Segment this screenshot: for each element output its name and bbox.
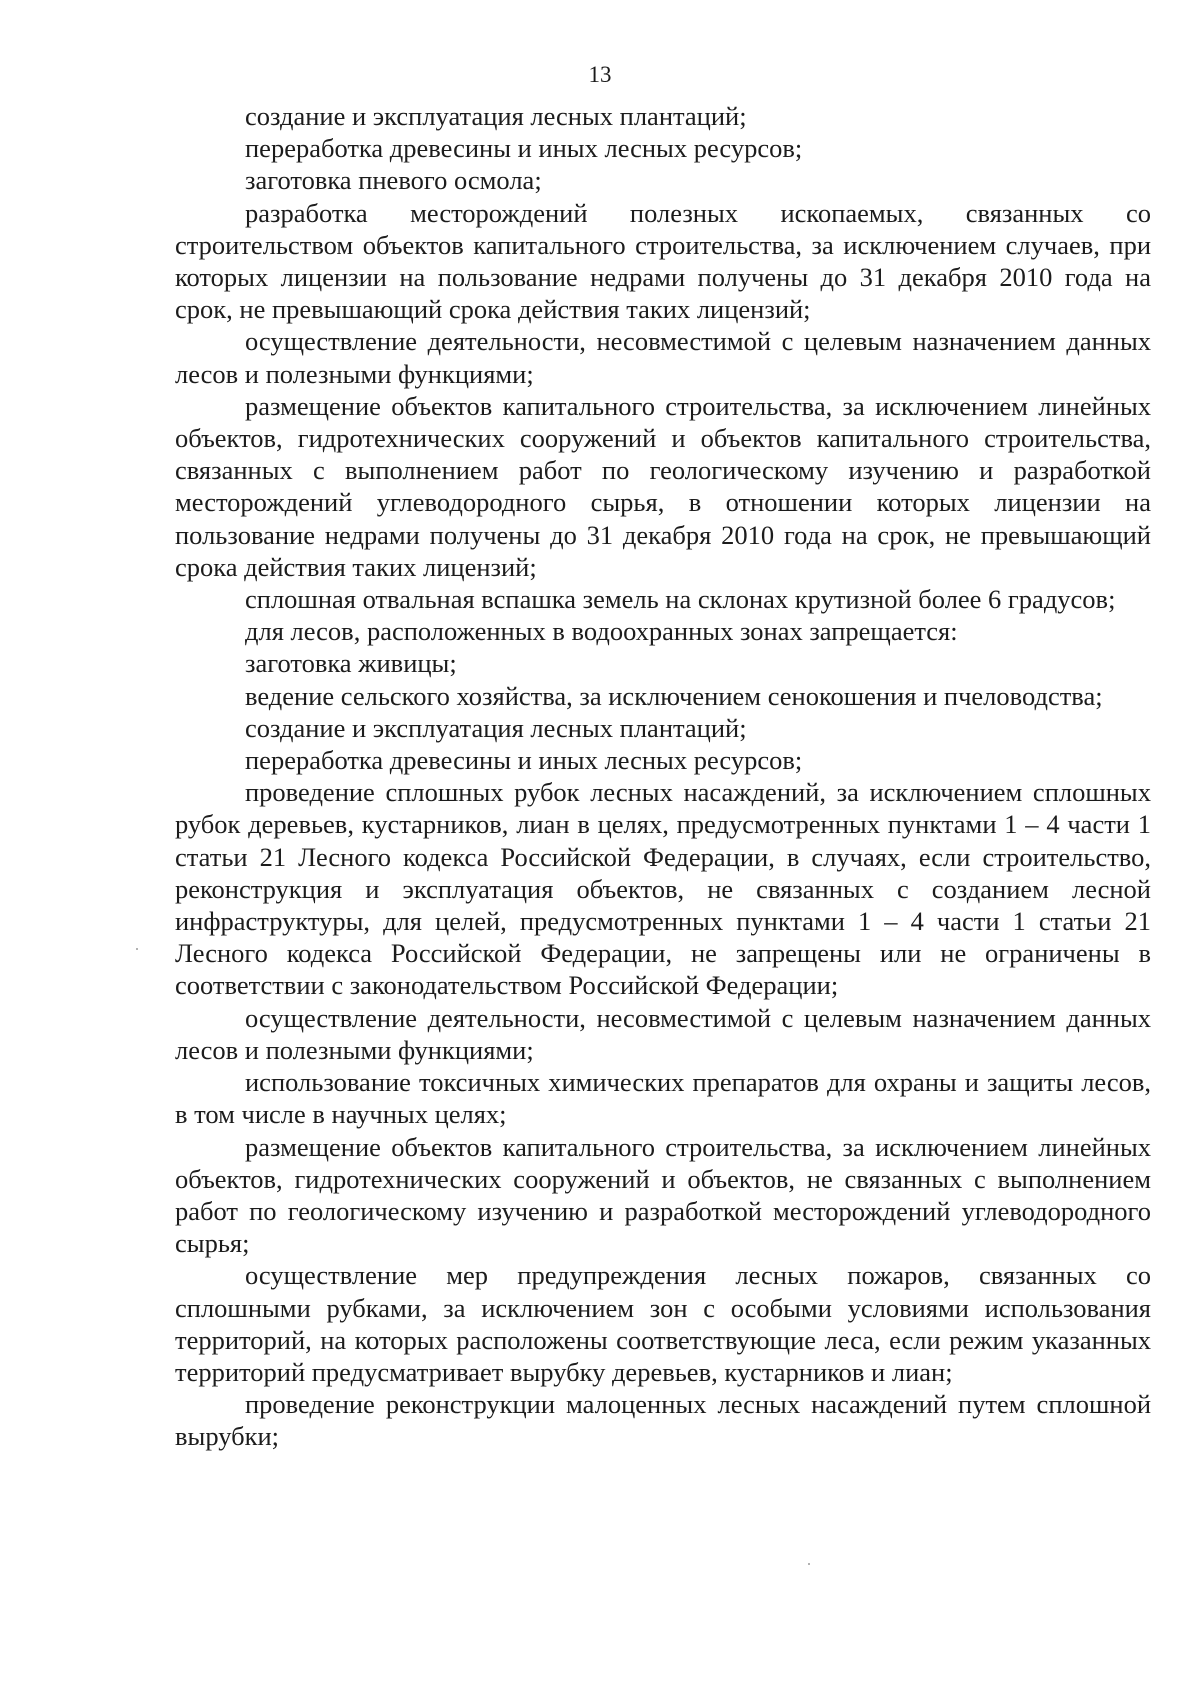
paragraph: размещение объектов капитального строительства, за исключением линейных объектов, гидротехнических сооружений и объектов капитального строительства, связанных с выполнением работ по геологическому изучению и разработкой месторождений углеводородного сырья, в отношении которых лицензии на пользование недрами получены до 31 декабря 2010 года на срок, не превышающий срока действия таких лицензий; — [175, 390, 1151, 582]
paragraph: создание и эксплуатация лесных плантаций; — [245, 101, 747, 131]
paragraph: использование токсичных химических препаратов для охраны и защиты лесов, в том числе в научных целях; — [175, 1067, 1151, 1130]
paragraph: заготовка живицы; — [245, 648, 457, 679]
paragraph: переработка древесины и иных лесных ресурсов; — [245, 745, 803, 776]
page-number: 13 — [588, 62, 612, 87]
paragraph: создание и эксплуатация лесных плантаций; — [245, 712, 747, 743]
paragraph: сплошная отвальная вспашка земель на склонах крутизной более 6 градусов; — [245, 584, 1116, 615]
paragraph: проведение сплошных рубок лесных насаждений, за исключением сплошных рубок деревьев, кустарников, лиан в целях, предусмотренных пунктами 1 – 4 части 1 статьи 21 Лесного кодекса Российской Федерации, в случаях, если строительство, реконструкция и эксплуатация объектов, не связанных с созданием лесной инфраструктуры, для целей, предусмотренных пунктами 1 – 4 части 1 статьи 21 Лесного кодекса Российской Федерации, не запрещены или не ограничены в соответствии с законодательством Российской Федерации; — [175, 777, 1151, 1001]
paragraph: переработка древесины и иных лесных ресурсов; — [245, 133, 803, 164]
paragraph: осуществление мер предупреждения лесных пожаров, связанных со сплошными рубками, за исключением зон с особыми условиями использования территорий, на которых расположены соответствующие леса, если режим указанных территорий предусматривает вырубку деревьев, кустарников и лиан; — [175, 1260, 1151, 1387]
paragraph: осуществление деятельности, несовместимой с целевым назначением данных лесов и полезными функциями; — [175, 326, 1151, 389]
paragraph: осуществление деятельности, несовместимой с целевым назначением данных лесов и полезными функциями; — [175, 1002, 1151, 1065]
paragraph: проведение реконструкции малоценных лесных насаждений путем сплошной вырубки; — [175, 1389, 1151, 1452]
scan-speck — [808, 1563, 810, 1565]
paragraph: размещение объектов капитального строительства, за исключением линейных объектов, гидротехнических сооружений и объектов, не связанных с выполнением работ по геологическому изучению и разработкой месторождений углеводородного сырья; — [175, 1131, 1151, 1259]
paragraph: разработка месторождений полезных ископаемых, связанных со строительством объектов капитального строительства, за исключением случаев, при которых лицензии на пользование недрами получены до 31 декабря 2010 года на срок, не превышающий срока действия таких лицензий; — [175, 197, 1151, 325]
document-body — [175, 100, 1151, 1453]
paragraph: ведение сельского хозяйства, за исключением сенокошения и пчеловодства; — [245, 680, 1103, 711]
paragraph: для лесов, расположенных в водоохранных зонах запрещается: — [245, 616, 958, 647]
paragraph: заготовка пневого осмола; — [245, 165, 542, 196]
scan-speck — [136, 948, 138, 950]
